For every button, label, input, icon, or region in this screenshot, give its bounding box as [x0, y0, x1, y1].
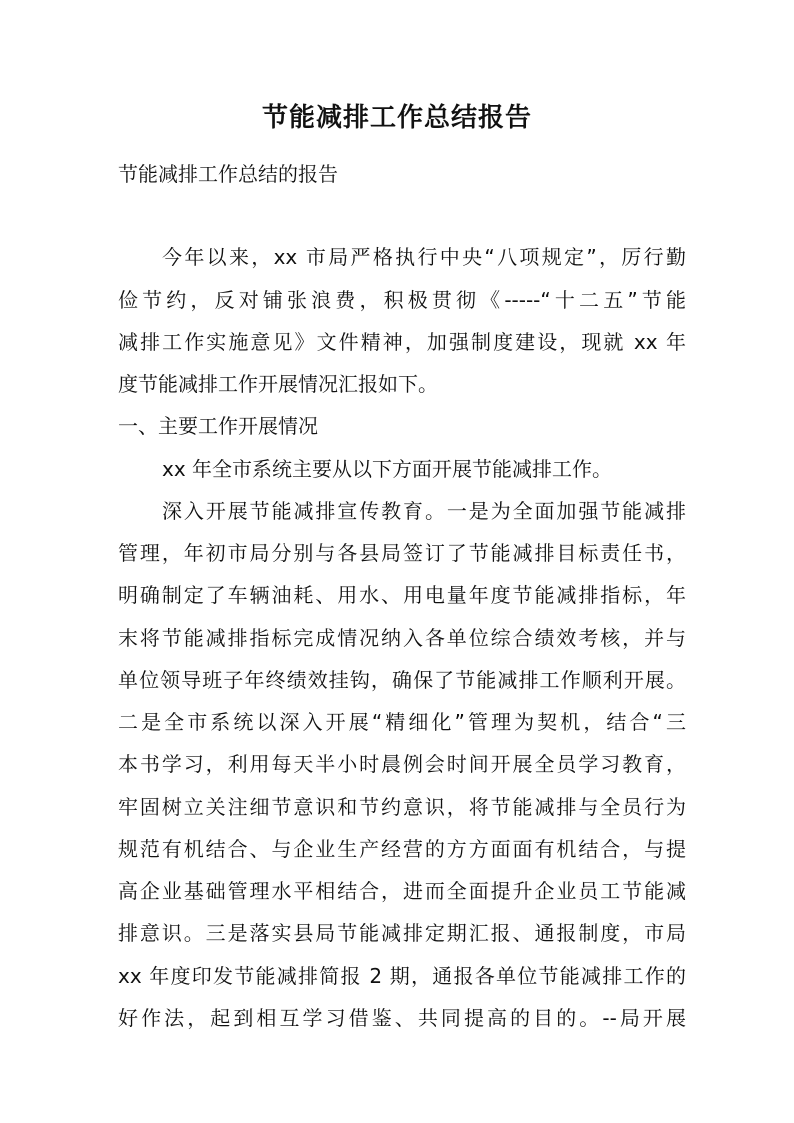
document-subtitle: 节能减排工作总结的报告 [118, 162, 338, 186]
paragraph-line: 今年以来，xx 市局严格执行中央“八项规定”，厉行勤 [162, 245, 686, 269]
paragraph-line: 管理，年初市局分别与各县局签订了节能减排目标责任书， [118, 541, 686, 565]
paragraph-line: 高企业基础管理水平相结合，进而全面提升企业员工节能减 [118, 879, 686, 903]
section-heading: 一、主要工作开展情况 [118, 414, 318, 438]
paragraph-line: xx 年度印发节能减排简报 2 期，通报各单位节能减排工作的 [118, 964, 686, 988]
paragraph-line: 末将节能减排指标完成情况纳入各单位综合绩效考核，并与 [118, 626, 686, 650]
paragraph-line: 度节能减排工作开展情况汇报如下。 [118, 372, 438, 396]
paragraph-line: 规范有机结合、与企业生产经营的方方面面有机结合，与提 [118, 837, 686, 861]
paragraph-line: 本书学习，利用每天半小时晨例会时间开展全员学习教育， [118, 752, 686, 776]
paragraph-line: 排意识。三是落实县局节能减排定期汇报、通报制度，市局 [118, 921, 686, 945]
paragraph-line: 明确制定了车辆油耗、用水、用电量年度节能减排指标，年 [118, 583, 686, 607]
document-title: 节能减排工作总结报告 [261, 103, 532, 133]
paragraph-line: xx 年全市系统主要从以下方面开展节能减排工作。 [162, 457, 613, 481]
paragraph-line: 好作法，起到相互学习借鉴、共同提高的目的。--局开展 [118, 1006, 686, 1030]
paragraph-line: 单位领导班子年终绩效挂钩，确保了节能减排工作顺利开展。 [118, 668, 686, 692]
paragraph-line: 二是全市系统以深入开展“精细化”管理为契机，结合“三 [118, 710, 686, 734]
paragraph-line: 俭节约，反对铺张浪费，积极贯彻《-----“十二五”节能 [118, 288, 686, 312]
paragraph-line: 深入开展节能减排宣传教育。一是为全面加强节能减排 [162, 499, 686, 523]
paragraph-line: 减排工作实施意见》文件精神，加强制度建设，现就 xx 年 [118, 330, 686, 354]
paragraph-line: 牢固树立关注细节意识和节约意识，将节能减排与全员行为 [118, 795, 686, 819]
